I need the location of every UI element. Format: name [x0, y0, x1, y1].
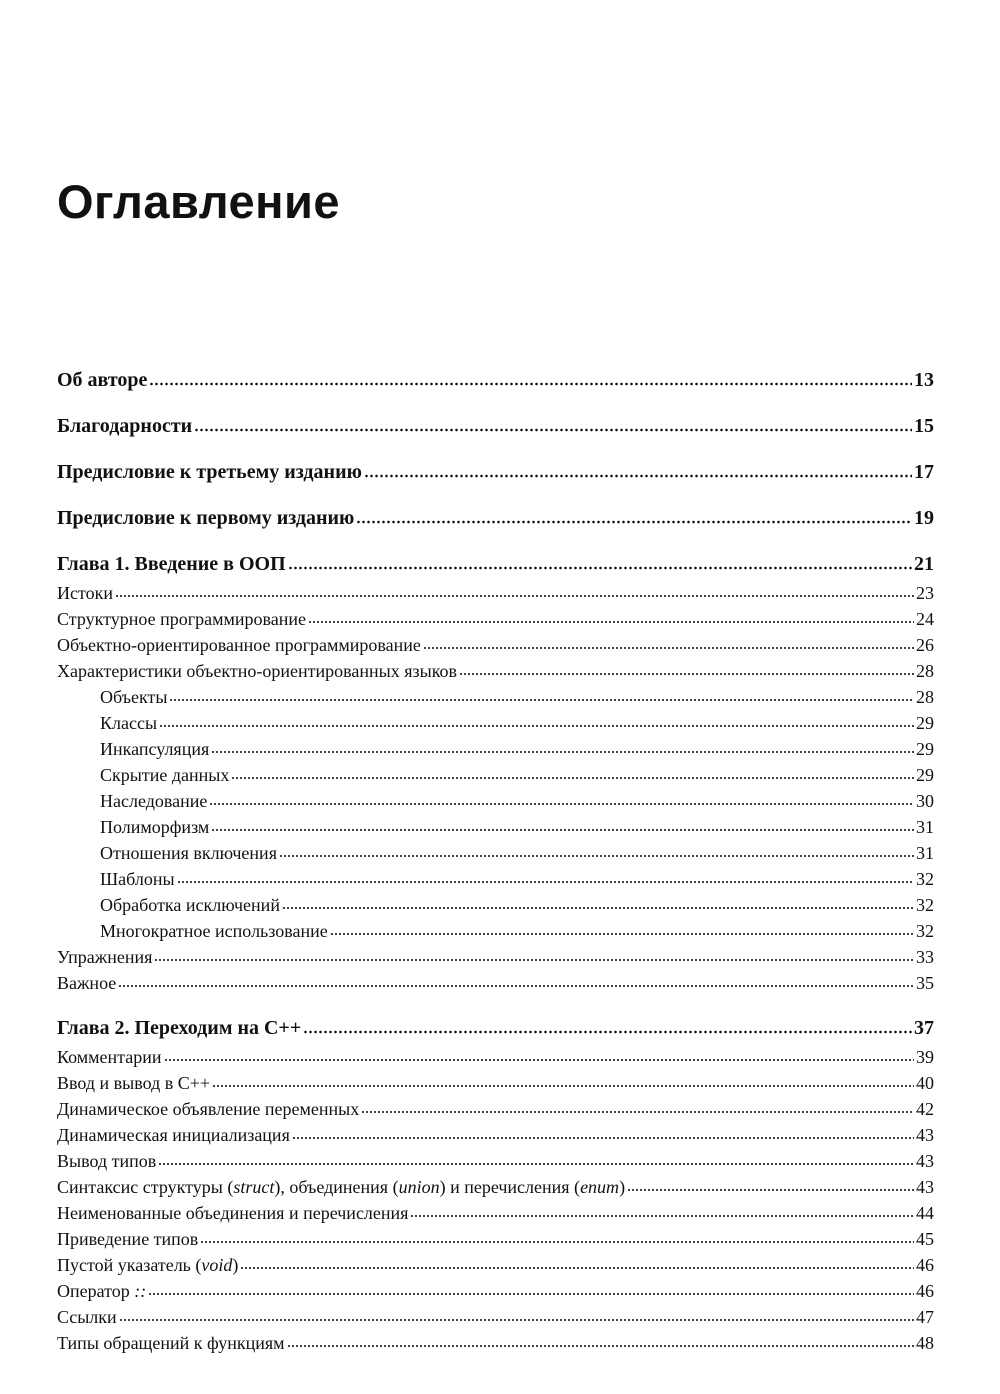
- toc-entry-page-number: 32: [916, 895, 934, 915]
- toc-entry-page-number: 29: [916, 765, 934, 785]
- toc-entry-title-part: Динамическая инициализация: [57, 1125, 290, 1145]
- toc-entry: [100, 758, 934, 784]
- toc-entry: [57, 1040, 934, 1066]
- dot-leader: [200, 1240, 914, 1244]
- toc-entry: [57, 410, 934, 436]
- dot-leader: [119, 1318, 914, 1322]
- toc-entry: [57, 1066, 934, 1092]
- toc-entry-page-number: 13: [914, 369, 934, 391]
- toc-entry: [57, 1222, 934, 1248]
- dot-leader: [177, 880, 914, 884]
- toc-entry-title: [57, 508, 355, 528]
- dot-leader: [149, 382, 912, 386]
- toc-entry-title: [57, 1204, 409, 1222]
- dot-leader: [240, 1266, 914, 1270]
- toc-entry-title: [100, 766, 230, 784]
- dot-leader: [364, 474, 912, 478]
- toc-entry: [57, 602, 934, 628]
- toc-entry-page-number: 19: [914, 507, 934, 529]
- toc-entry-title: [57, 1074, 211, 1092]
- toc-entry-title-part: Отношения включения: [100, 843, 277, 863]
- toc-entry-title: [57, 1178, 626, 1196]
- toc-entry: [100, 914, 934, 940]
- toc-entry: [57, 654, 934, 680]
- toc-entry-page-number: 37: [914, 1017, 934, 1039]
- toc-entry-title: [100, 818, 210, 836]
- toc-entry-page-number: 24: [916, 609, 934, 629]
- toc-entry: [57, 548, 934, 574]
- toc-entry-title-part: Наследование: [100, 791, 208, 811]
- toc-entry-page-number: 31: [916, 817, 934, 837]
- toc-entry-title: [100, 896, 281, 914]
- toc-entry-title: [100, 870, 176, 888]
- dot-leader: [308, 620, 914, 624]
- dot-leader: [115, 594, 914, 598]
- toc-entry: [57, 1012, 934, 1038]
- toc-entry: [100, 680, 934, 706]
- toc-entry-title-part: Неименованные объединения и перечисления: [57, 1203, 409, 1223]
- toc-entry-title-part: Динамическое объявление переменных: [57, 1099, 360, 1119]
- toc-entry-title: [57, 610, 307, 628]
- dot-leader: [169, 698, 914, 702]
- toc-entry: [100, 732, 934, 758]
- toc-entry: [57, 966, 934, 992]
- page-title: Оглавление: [57, 175, 341, 228]
- toc-entry-title-italic-part: struct: [233, 1177, 275, 1197]
- toc-entry-page-number: 43: [916, 1177, 934, 1197]
- toc-entry-title: [57, 1282, 147, 1300]
- toc-entry-title-italic-part: union: [398, 1177, 440, 1197]
- toc-entry-title-part: Пустой указатель (: [57, 1255, 202, 1275]
- toc-entry-title: [57, 462, 363, 482]
- toc-entry-title: [57, 974, 117, 992]
- toc-entry: [57, 456, 934, 482]
- toc-entry: [57, 1170, 934, 1196]
- toc-entry: [100, 706, 934, 732]
- toc-entry-title-part: Ссылки: [57, 1307, 117, 1327]
- toc-entry-page-number: 32: [916, 869, 934, 889]
- toc-entry-page-number: 48: [916, 1333, 934, 1353]
- toc-entry-title-part: Ввод и вывод в С++: [57, 1073, 211, 1093]
- toc-entry-title-part: Об авторе: [57, 369, 148, 391]
- toc-entry: [100, 810, 934, 836]
- dot-leader: [194, 428, 912, 432]
- toc-entry-title: [57, 948, 153, 966]
- toc-entry-page-number: 23: [916, 583, 934, 603]
- toc-entry-title-part: Синтаксис структуры (: [57, 1177, 234, 1197]
- toc-entry-page-number: 40: [916, 1073, 934, 1093]
- toc-entry-page-number: 21: [914, 553, 934, 575]
- dot-leader: [118, 984, 914, 988]
- toc-entry-title-part: Классы: [100, 713, 158, 733]
- dot-leader: [212, 1084, 914, 1088]
- toc-entry-title: [57, 554, 287, 574]
- toc-entry: [57, 1118, 934, 1144]
- toc-entry-title-part: Важное: [57, 973, 117, 993]
- toc-entry-title-part: Приведение типов: [57, 1229, 199, 1249]
- toc-entry-title: [57, 1100, 360, 1118]
- toc-entry: [57, 940, 934, 966]
- toc-entry: [57, 1144, 934, 1170]
- toc-entry-title-part: Полиморфизм: [100, 817, 210, 837]
- toc-entry-title: [57, 662, 458, 680]
- dot-leader: [164, 1058, 914, 1062]
- toc-entry-title: [57, 1256, 239, 1274]
- toc-entry: [100, 862, 934, 888]
- toc-entry-title: [57, 1308, 118, 1326]
- toc-entry-title-part: Глава 2. Переходим на С++: [57, 1017, 302, 1039]
- toc-entry-title: [100, 844, 278, 862]
- toc-entry-page-number: 44: [916, 1203, 934, 1223]
- toc-entry-page-number: 17: [914, 461, 934, 483]
- dot-leader: [288, 566, 912, 570]
- toc-entry-title: [57, 1334, 286, 1352]
- toc-entry-page-number: 29: [916, 713, 934, 733]
- toc-entry-title: [57, 1126, 291, 1144]
- dot-leader: [361, 1110, 914, 1114]
- toc-entry-title-italic-part: ::: [134, 1281, 147, 1301]
- toc-entry-title-part: Глава 1. Введение в ООП: [57, 553, 286, 575]
- toc-entry-title-part: Многократное использование: [100, 921, 328, 941]
- toc-entry-page-number: 45: [916, 1229, 934, 1249]
- toc-entry: [57, 1092, 934, 1118]
- toc-entry: [100, 836, 934, 862]
- dot-leader: [356, 520, 912, 524]
- toc-entry-title: [100, 922, 329, 940]
- toc-entry-page-number: 28: [916, 661, 934, 681]
- toc-entry-title: [57, 370, 148, 390]
- toc-entry-page-number: 29: [916, 739, 934, 759]
- dot-leader: [148, 1292, 914, 1296]
- toc-entry: [57, 576, 934, 602]
- toc-entry-page-number: 15: [914, 415, 934, 437]
- dot-leader: [459, 672, 914, 676]
- toc-entry-title-part: Упражнения: [57, 947, 153, 967]
- toc-entry-title-part: Типы обращений к функциям: [57, 1333, 285, 1353]
- toc-entry: [57, 1274, 934, 1300]
- dot-leader: [282, 906, 914, 910]
- toc-entry-title-part: ) и перечисления (: [439, 1177, 581, 1197]
- dot-leader: [410, 1214, 914, 1218]
- toc-entry-title: [100, 688, 168, 706]
- dot-leader: [209, 802, 914, 806]
- toc-entry: [57, 1326, 934, 1352]
- toc-entry-page-number: 31: [916, 843, 934, 863]
- toc-entry-page-number: 28: [916, 687, 934, 707]
- dot-leader: [279, 854, 914, 858]
- toc-entry: [100, 784, 934, 810]
- toc-entry-title: [100, 714, 158, 732]
- toc-entry-title-part: Характеристики объектно-ориентированных языков: [57, 661, 458, 681]
- toc-entry-title-part: Объекты: [100, 687, 168, 707]
- toc-entry-page-number: 39: [916, 1047, 934, 1067]
- toc-entry-title: [57, 584, 114, 602]
- toc-entry-title-part: ), объединения (: [274, 1177, 399, 1197]
- toc-entry-page-number: 26: [916, 635, 934, 655]
- toc-entry-title: [57, 1048, 163, 1066]
- toc-entry-title-part: ): [232, 1255, 239, 1275]
- dot-leader: [627, 1188, 914, 1192]
- toc-entry-title-part: Благодарности: [57, 415, 193, 437]
- toc-entry-title: [57, 1018, 302, 1038]
- dot-leader: [303, 1030, 912, 1034]
- dot-leader: [158, 1162, 914, 1166]
- toc-entry-title-italic-part: enum: [580, 1177, 620, 1197]
- dot-leader: [231, 776, 914, 780]
- toc-entry-title-part: Предисловие к первому изданию: [57, 507, 355, 529]
- toc-entry-page-number: 42: [916, 1099, 934, 1119]
- toc-entry: [57, 1196, 934, 1222]
- dot-leader: [211, 828, 914, 832]
- dot-leader: [159, 724, 914, 728]
- toc-entry-title: [57, 636, 422, 654]
- toc-entry: [100, 888, 934, 914]
- toc-entry-title-part: Объектно-ориентированное программирование: [57, 635, 421, 655]
- toc-entry-page-number: 33: [916, 947, 934, 967]
- toc-entry-page-number: 46: [916, 1281, 934, 1301]
- toc-entry-page-number: 43: [916, 1151, 934, 1171]
- toc-entry: [57, 1300, 934, 1326]
- toc-entry-title-part: Оператор: [57, 1281, 135, 1301]
- toc-entry-title-part: Скрытие данных: [100, 765, 230, 785]
- dot-leader: [287, 1344, 914, 1348]
- toc-entry-page-number: 46: [916, 1255, 934, 1275]
- dot-leader: [423, 646, 914, 650]
- toc-entry-title-part: Вывод типов: [57, 1151, 157, 1171]
- toc-entry-title-part: Структурное программирование: [57, 609, 307, 629]
- toc-entry-title: [100, 792, 208, 810]
- dot-leader: [211, 750, 914, 754]
- dot-leader: [292, 1136, 914, 1140]
- toc-entry-title-part: Шаблоны: [100, 869, 175, 889]
- toc-entry-title: [57, 1230, 199, 1248]
- toc-entry-page-number: 43: [916, 1125, 934, 1145]
- dot-leader: [154, 958, 914, 962]
- toc-entry-title: [57, 1152, 157, 1170]
- toc-entry-title-part: ): [619, 1177, 626, 1197]
- dot-leader: [330, 932, 914, 936]
- toc-entry-page-number: 35: [916, 973, 934, 993]
- toc-entry: [57, 628, 934, 654]
- toc-entry-title-part: Предисловие к третьему изданию: [57, 461, 362, 483]
- toc-entry-title-part: Комментарии: [57, 1047, 162, 1067]
- toc-entry: [57, 502, 934, 528]
- toc-entry-title: [100, 740, 210, 758]
- toc-entry-page-number: 47: [916, 1307, 934, 1327]
- toc-entry-title-part: Обработка исключений: [100, 895, 280, 915]
- toc-entry-page-number: 32: [916, 921, 934, 941]
- toc-entry-title: [57, 416, 193, 436]
- toc-entry-title-part: Истоки: [57, 583, 113, 603]
- toc-entry: [57, 1248, 934, 1274]
- toc-entry-page-number: 30: [916, 791, 934, 811]
- toc-entry-title-italic-part: void: [201, 1255, 233, 1275]
- toc-entry-title-part: Инкапсуляция: [100, 739, 210, 759]
- toc-entry: [57, 364, 934, 390]
